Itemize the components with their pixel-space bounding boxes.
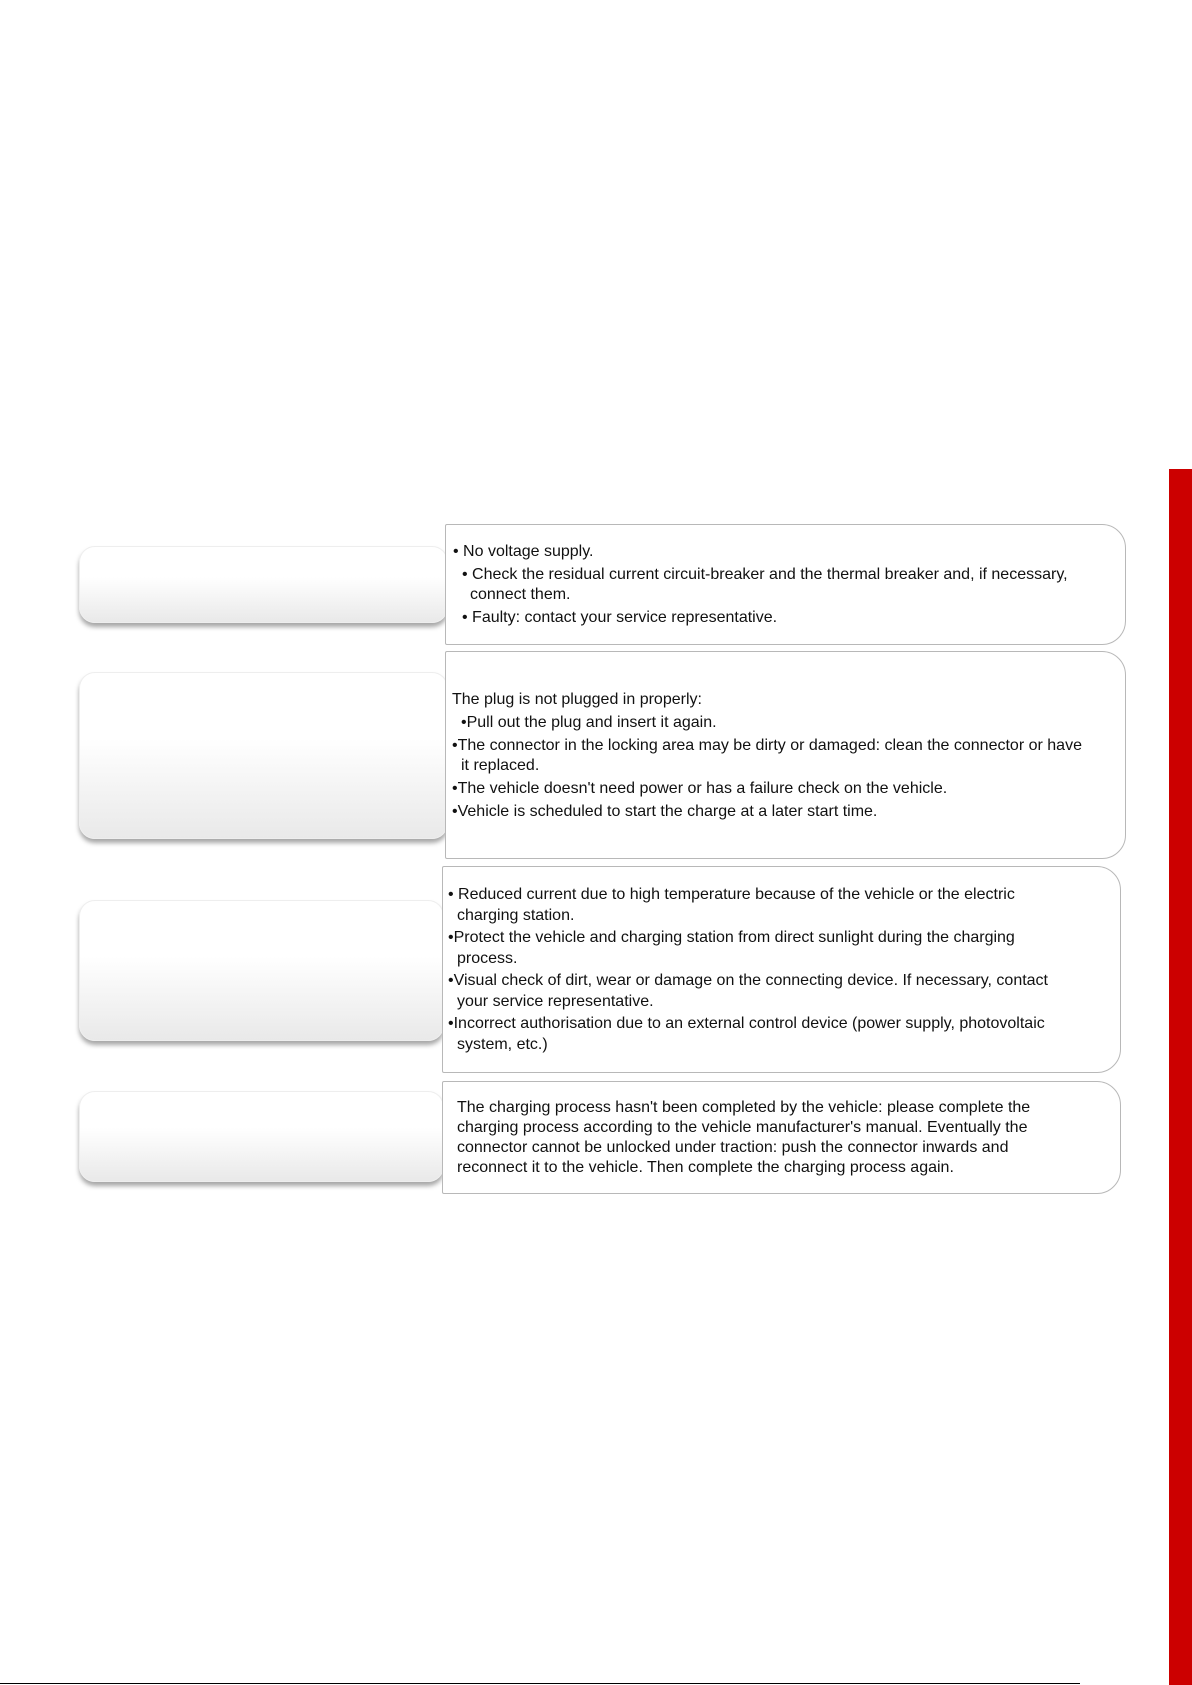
description-line: it replaced. bbox=[461, 757, 540, 774]
status-description-card-1 bbox=[445, 524, 1126, 645]
description-line: The charging process hasn't been completed by the vehicle: please complete the bbox=[457, 1099, 1031, 1116]
description-line: •Protect the vehicle and charging station from direct sunlight during the charging bbox=[448, 929, 1015, 946]
status-label-card-4 bbox=[79, 1091, 444, 1182]
description-line: charging process according to the vehicle manufacturer's manual. Eventually the bbox=[457, 1119, 1028, 1136]
description-line: • No voltage supply. bbox=[453, 543, 594, 560]
description-line: •Incorrect authorisation due to an external control device (power supply, photovoltaic bbox=[448, 1015, 1045, 1032]
status-label-card-2 bbox=[79, 672, 448, 839]
side-accent-band bbox=[1169, 469, 1192, 1685]
description-line: charging station. bbox=[457, 907, 575, 924]
description-line: system, etc.) bbox=[457, 1036, 548, 1053]
description-line: •Visual check of dirt, wear or damage on the connecting device. If necessary, contact bbox=[448, 972, 1048, 989]
status-description-card-2 bbox=[445, 651, 1126, 859]
description-line: reconnect it to the vehicle. Then complete the charging process again. bbox=[457, 1159, 954, 1176]
description-line: •The connector in the locking area may be dirty or damaged: clean the connector or have bbox=[452, 737, 1082, 754]
description-line: • Check the residual current circuit-breaker and the thermal breaker and, if necessary, bbox=[462, 566, 1068, 583]
status-label-card-3 bbox=[79, 900, 444, 1041]
description-line: The plug is not plugged in properly: bbox=[452, 691, 702, 708]
description-line: • Reduced current due to high temperature because of the vehicle or the electric bbox=[448, 886, 1015, 903]
status-label-card-1 bbox=[79, 546, 448, 623]
description-line: your service representative. bbox=[457, 993, 654, 1010]
description-line: connector cannot be unlocked under traction: push the connector inwards and bbox=[457, 1139, 1009, 1156]
status-description-card-4 bbox=[442, 1081, 1121, 1194]
footer-rule bbox=[0, 1683, 1080, 1684]
description-line: connect them. bbox=[470, 586, 571, 603]
status-description-card-3 bbox=[442, 866, 1121, 1073]
description-line: process. bbox=[457, 950, 518, 967]
description-line: • Faulty: contact your service representative. bbox=[462, 609, 778, 626]
description-line: •The vehicle doesn't need power or has a failure check on the vehicle. bbox=[452, 780, 948, 797]
description-line: •Vehicle is scheduled to start the charge at a later start time. bbox=[452, 803, 878, 820]
description-line: •Pull out the plug and insert it again. bbox=[461, 714, 717, 731]
